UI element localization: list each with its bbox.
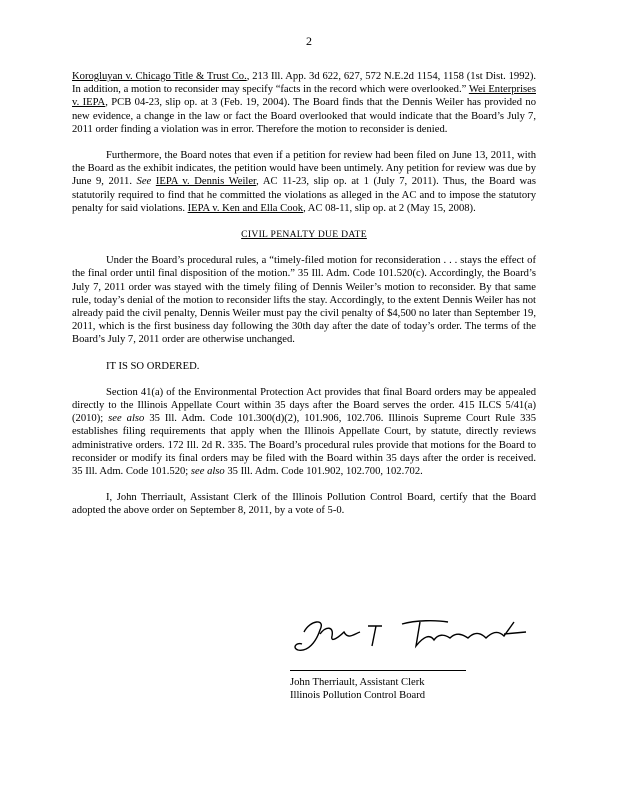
paragraph-penalty-due-date: Under the Board’s procedural rules, a “timely-filed motion for reconsideration . . . stays the effect of the final order until final disposition of the motion.” 35 Ill. Adm. Code 101.520(c). Accordingly, the Board’s July 7, 2011 order was stayed with the timely filing of Dennis Weiler’s motion to reconsider. By that same rule, today’s denial of the motion to reconsider lifts the stay. Accordingly, to the extent Dennis Weiler has not already paid the civil penalty, Dennis Weiler must pay the civil penalty of $4,500 no later than September 19, 2011, which is the first business day following the 30th day after the date of today’s order. The terms of the Board’s July 7, 2011 order are otherwise unchanged. (72, 255, 536, 346)
paragraph-certification: I, John Therriault, Assistant Clerk of the Illinois Pollution Control Board, certify that the Board adopted the above order on September 8, 2011, by a vote of 5-0. (72, 492, 536, 517)
signer-name-title: John Therriault, Assistant Clerk (290, 677, 425, 688)
paragraph-appeal-rights (72, 386, 536, 478)
ordered-statement: IT IS SO ORDERED. (106, 360, 200, 372)
paragraph-text: , AC 08-11, slip op. at 2 (May 15, 2008). (303, 202, 476, 214)
paragraph-untimely-petition (72, 149, 536, 215)
signal-see: See (136, 176, 152, 188)
section-heading: CIVIL PENALTY DUE DATE (241, 229, 367, 241)
paragraph-text: Section 41(a) of the Environmental Protection Act provides that final Board orders may be appealed directly to the Illinois Appellate Court within 35 days after the Board serves the order. 415 ILCS 5/41(a) (2010); (72, 386, 536, 425)
page-number: 2 (306, 34, 312, 48)
paragraph-reconsider-standard (72, 70, 536, 136)
signal-see-also: see also (108, 413, 145, 425)
paragraph-text: Furthermore, the Board notes that even if a petition for review had been filed on June 13, 2011, with the Board as the exhibit indicates, the petition would have been untimely. Any petition for review was due by June 9, 2011. (72, 150, 536, 188)
paragraph-text: , PCB 04-23, slip op. at 3 (Feb. 19, 2004). The Board finds that the Dennis Weiler has provided no new evidence, a change in the law or fact the Board overlooked that would indicate that the Board’s July 7, 2011 order finding a violation was in error. Therefore the motion to reconsider is denied. (72, 97, 536, 135)
signal-see-also: see also (190, 466, 225, 478)
citation-text: , 213 Ill. App. 3d 622, 627, 572 N.E.2d 1154, 1158 (1st Dist. 1992). In addition, a motion to reconsider may specify “facts in the record which were overlooked.” (72, 71, 537, 96)
signer-organization: Illinois Pollution Control Board (290, 690, 426, 702)
handwritten-signature (290, 612, 530, 658)
signature-line (290, 670, 466, 671)
paragraph-text: , AC 11-23, slip op. at 1 (July 7, 2011). Thus, the Board was statutorily required to find that he committed the violations as alleged in the AC and to impose the statutory penalty for said violations. (72, 176, 536, 214)
case-citation: IEPA v. Dennis Weiler (155, 176, 257, 188)
order-body (72, 70, 536, 518)
paragraph-text: 35 Ill. Adm. Code 101.300(d)(2), 101.906, 102.706. Illinois Supreme Court Rule 335 establishes filing requirements that apply when the Illinois Appellate Court, by statute, directly reviews administrative orders. 172 Ill. 2d R. 335. The Board’s procedural rules provide that motions for the Board to reconsider or modify its final orders may be filed with the Board within 35 days after the order is received. 35 Ill. Adm. Code 101.520; (72, 413, 536, 478)
case-citation: Wei Enterprises v. IEPA (72, 84, 536, 109)
signature-block (290, 676, 425, 703)
paragraph-text: 35 Ill. Adm. Code 101.902, 102.700, 102.702. (224, 466, 423, 478)
case-citation: Korogluyan v. Chicago Title & Trust Co. (72, 71, 247, 82)
case-citation: IEPA v. Ken and Ella Cook (187, 202, 304, 214)
